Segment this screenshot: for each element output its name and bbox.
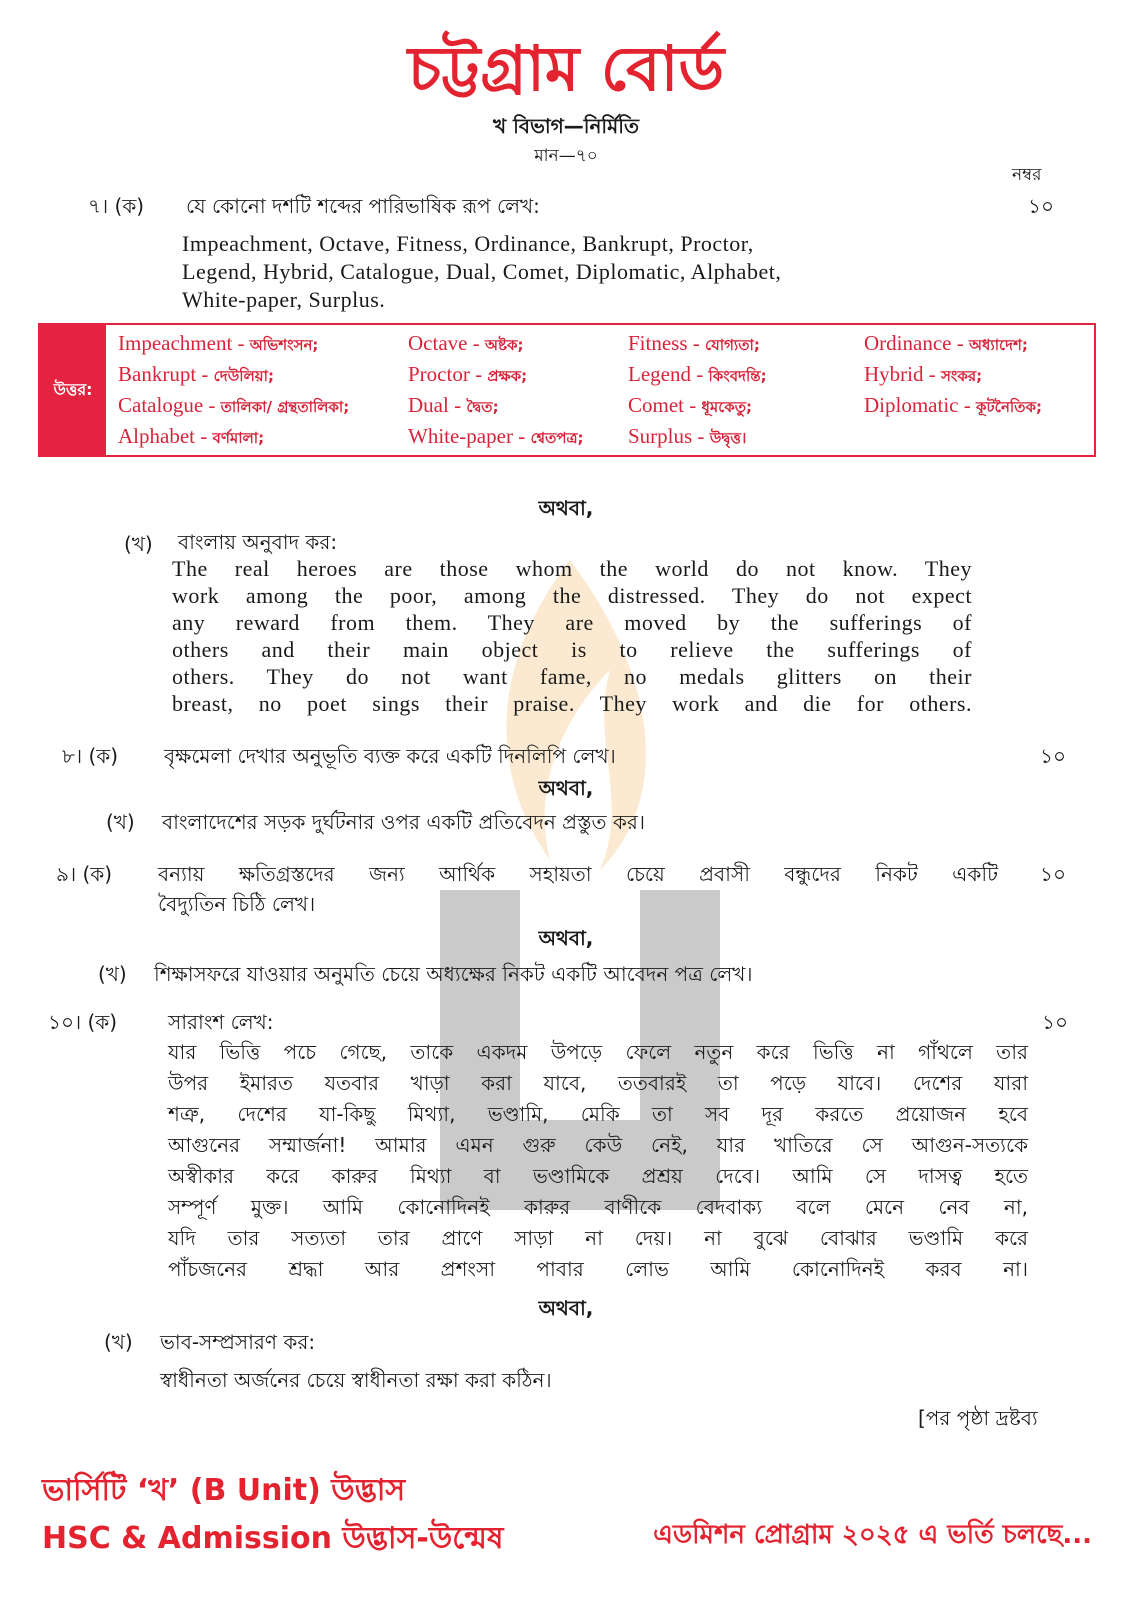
passage-line: work among the poor, among the distressed. They do not expect [172, 583, 972, 608]
q7-or: অথবা, [538, 496, 594, 520]
answer-item [628, 393, 864, 422]
answer-item [628, 362, 864, 391]
answer-item [408, 362, 628, 391]
q7b-prompt: বাংলায় অনুবাদ কর: [178, 530, 338, 554]
answer-item [408, 331, 628, 360]
answer-translation: অভিশংসন; [249, 336, 319, 354]
answer-item [628, 331, 864, 360]
answer-term: Comet - [628, 393, 702, 417]
answer-term: Catalogue - [118, 393, 221, 417]
q7-prompt: যে কোনো দশটি শব্দের পারিভাষিক রূপ লেখ: [186, 194, 540, 218]
passage-line: others. They do not want fame, no medals glitters on their [172, 664, 972, 689]
answer-item [118, 331, 408, 360]
answer-translation: অষ্টক; [484, 336, 524, 354]
answer-term: Fitness - [628, 331, 706, 355]
answer-translation: অধ্যাদেশ; [968, 336, 1028, 354]
passage-line: any reward from them. They are moved by the sufferings of [172, 610, 972, 635]
q8-number: ৮। (ক) [62, 744, 119, 768]
q9b-number: (খ) [98, 962, 127, 986]
answer-translation: দেউলিয়া; [213, 367, 274, 385]
answer-item [118, 393, 408, 422]
footer-line2: HSC & Admission উদ্ভাস-উন্মেষ [42, 1521, 504, 1556]
passage-line: others and their main object is to relieve the sufferings of [172, 637, 972, 662]
footer-line1: ভার্সিটি ‘খ’ (B Unit) উদ্ভাস [42, 1473, 406, 1508]
answer-term: Diplomatic - [864, 393, 976, 417]
answer-item [118, 424, 408, 453]
passage-line: আগুনের সম্মার্জনা! আমার এমন গুরু কেউ নেই, যার খাতিরে সে আগুন-সত্যকে [168, 1133, 1028, 1157]
word-line: Impeachment, Octave, Fitness, Ordinance, Bankrupt, Proctor, [182, 231, 754, 256]
q7-number: ৭। (ক) [88, 194, 145, 218]
answer-item [408, 393, 628, 422]
q8-or: অথবা, [538, 776, 594, 800]
q9-number: ৯। (ক) [56, 862, 113, 886]
answer-translation: শ্বেতপত্র; [530, 429, 584, 447]
q9-or: অথবা, [538, 926, 594, 950]
answer-box [38, 323, 1096, 457]
answer-translation: কূটনৈতিক; [975, 398, 1042, 416]
passage-line: উপর ইমারত যতবার খাড়া করা যাবে, ততবারই তা পড়ে যাবে। দেশের যারা [168, 1071, 1028, 1095]
passage-line: যার ভিত্তি পচে গেছে, তাকে একদম উপড়ে ফেলে নতুন করে ভিত্তি না গাঁথলে তার [168, 1040, 1028, 1064]
next-page-note: [পর পৃষ্ঠা দ্রষ্টব্য [918, 1406, 1038, 1430]
q7-marks: ১০ [1028, 194, 1054, 218]
q7-word-list [182, 230, 781, 314]
passage-line: অস্বীকার করে কারুর মিথ্যা বা ভণ্ডামিকে প্রশ্রয় দেবে। আমি সে দাসত্ব হতে [168, 1164, 1028, 1188]
answer-term: Legend - [628, 362, 709, 386]
answer-label: উত্তর: [40, 325, 106, 455]
answer-translation: তালিকা/ গ্রন্থতালিকা; [220, 398, 350, 416]
answer-item [118, 362, 408, 391]
passage-line: The real heroes are those whom the world do not know. They [172, 556, 972, 581]
answer-item [864, 393, 1088, 422]
answer-item [864, 362, 1088, 391]
answer-translation: বর্ণমালা; [212, 429, 265, 447]
answer-item [864, 331, 1088, 360]
answer-term: Hybrid - [864, 362, 941, 386]
q8b-prompt: বাংলাদেশের সড়ক দুর্ঘটনার ওপর একটি প্রতিবেদন প্রস্তুত কর। [162, 810, 645, 834]
answer-term: Ordinance - [864, 331, 969, 355]
answer-translation: সংকর; [941, 367, 983, 385]
board-title: চট্টগ্রাম বোর্ড [407, 32, 725, 105]
answer-term: Proctor - [408, 362, 488, 386]
q8-marks: ১০ [1040, 744, 1066, 768]
passage-line: শত্রু, দেশের যা-কিছু মিথ্যা, ভণ্ডামি, মেকি তা সব দূর করতে প্রয়োজন হবে [168, 1102, 1028, 1126]
answer-item [408, 424, 628, 453]
answer-grid [118, 331, 1088, 453]
answer-translation: ধূমকেতু; [701, 398, 753, 416]
answer-term: Impeachment - [118, 331, 250, 355]
answer-translation: প্রক্ষক; [487, 367, 528, 385]
answer-translation: উদ্বৃত্ত। [709, 429, 747, 447]
passage-line: যদি তার সত্যতা তার প্রাণে সাড়া না দেয়। না বুঝে বোঝার ভণ্ডামি করে [168, 1226, 1028, 1250]
q10b-text: স্বাধীনতা অর্জনের চেয়ে স্বাধীনতা রক্ষা করা কঠিন। [160, 1368, 552, 1392]
q8b-number: (খ) [106, 810, 135, 834]
answer-term: Bankrupt - [118, 362, 214, 386]
answer-term: Octave - [408, 331, 485, 355]
passage-line: সম্পূর্ণ মুক্ত। আমি কোনোদিনই কারুর বাণীকে বেদবাক্য বলে মেনে নেব না, [168, 1195, 1028, 1219]
total-marks: মান—৭০ [534, 146, 598, 166]
answer-translation: দ্বৈত; [466, 398, 499, 416]
q7b-passage [172, 556, 972, 718]
q9-prompt-line2: বৈদ্যুতিন চিঠি লেখ। [158, 892, 316, 916]
word-line: Legend, Hybrid, Catalogue, Dual, Comet, Diplomatic, Alphabet, [182, 259, 782, 284]
marks-column-label: নম্বর [1012, 165, 1042, 185]
answer-translation: কিংবদন্তি; [708, 367, 767, 385]
section-title: খ বিভাগ—নির্মিতি [493, 114, 639, 138]
q9-marks: ১০ [1040, 862, 1066, 886]
q10-passage [168, 1038, 1028, 1286]
q9-prompt-line1: বন্যায় ক্ষতিগ্রস্তদের জন্য আর্থিক সহায়তা চেয়ে প্রবাসী বন্ধুদের নিকট একটি [158, 862, 998, 886]
answer-term: Surplus - [628, 424, 710, 448]
q7b-number: (খ) [124, 532, 153, 556]
answer-term: White-paper - [408, 424, 531, 448]
q9b-prompt: শিক্ষাসফরে যাওয়ার অনুমতি চেয়ে অধ্যক্ষের নিকট একটি আবেদন পত্র লেখ। [154, 962, 753, 986]
q10b-prompt: ভাব-সম্প্রসারণ কর: [160, 1330, 316, 1354]
answer-translation: যোগ্যতা; [705, 336, 760, 354]
q10-marks: ১০ [1042, 1010, 1068, 1034]
answer-item [628, 424, 864, 453]
passage-line: পাঁচজনের শ্রদ্ধা আর প্রশংসা পাবার লোভ আমি কোনোদিনই করব না। [168, 1257, 1028, 1281]
q10-number: ১০। (ক) [48, 1010, 118, 1034]
word-line: White-paper, Surplus. [182, 287, 386, 312]
answer-term: Alphabet - [118, 424, 213, 448]
q10-or: অথবা, [538, 1296, 594, 1320]
answer-term: Dual - [408, 393, 467, 417]
q10b-number: (খ) [104, 1330, 133, 1354]
q10-prompt: সারাংশ লেখ: [168, 1010, 274, 1034]
q8-prompt: বৃক্ষমেলা দেখার অনুভূতি ব্যক্ত করে একটি দিনলিপি লেখ। [164, 744, 616, 768]
passage-line: breast, no poet sings their praise. They work and die for others. [172, 691, 972, 716]
footer-promo: এডমিশন প্রোগ্রাম ২০২৫ এ ভর্তি চলছে... [653, 1520, 1092, 1550]
